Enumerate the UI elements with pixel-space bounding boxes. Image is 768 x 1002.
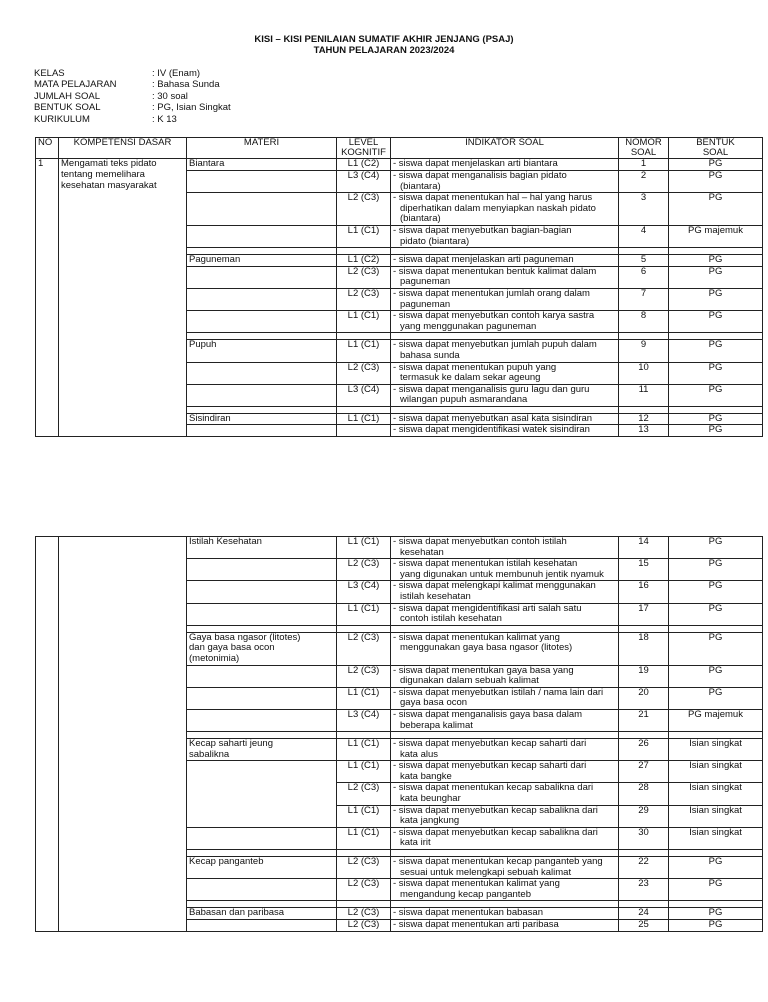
indikator-line: - siswa dapat menyebutkan istilah / nama lain dari [393,687,604,698]
cell-level: L1 (C1) [337,761,391,783]
cell-level: L2 (C3) [337,783,391,805]
cell-materi: Paguneman [187,255,337,267]
indikator-line: contoh istilah kesehatan [400,613,502,625]
indikator-line: - siswa dapat menyebutkan kecap saharti dari [393,760,587,772]
meta-value: : 30 soal [152,90,188,102]
meta-value: : IV (Enam) [152,68,201,79]
cell-bentuk: PG [669,581,763,603]
cell-level: L2 (C3) [337,908,391,920]
kisi-table-part-1 [35,137,763,437]
kd-line: kesehatan masyarakat [61,179,157,191]
indikator-line: - siswa dapat mengidentifikasi arti salah satu [393,603,582,614]
cell-materi [187,384,337,406]
cell-nomor: 19 [619,665,669,687]
cell-level [337,425,391,437]
cell-level: L2 (C3) [337,266,391,288]
cell-bentuk: PG [669,413,763,425]
indikator-line: - siswa dapat menyebutkan kecap sabalikna dari [393,805,598,816]
cell-level: L1 (C1) [337,311,391,333]
cell-indikator [391,311,619,333]
indikator-line: yang menggunakan paguneman [400,320,537,332]
meta-label: KELAS [34,68,65,79]
cell-indikator: - siswa dapat menentukan arti paribasa [391,920,619,932]
cell-bentuk: PG [669,384,763,406]
indikator-line: - siswa dapat menyebutkan jumlah pupuh dalam [393,339,597,351]
cell-level: L1 (C1) [337,413,391,425]
cell-nomor: 9 [619,340,669,362]
cell-level: L1 (C1) [337,537,391,559]
cell-nomor: 26 [619,739,669,761]
cell-bentuk: Isian singkat [669,739,763,761]
cell-bentuk: PG [669,687,763,709]
cell-bentuk: PG [669,159,763,171]
cell-bentuk: PG [669,908,763,920]
indikator-line: - siswa dapat menyebutkan contoh istilah [393,536,567,547]
cell-level: L1 (C1) [337,687,391,709]
cell-materi: Kecap panganteb [187,857,337,879]
cell-indikator [391,761,619,783]
meta-row [34,91,231,102]
cell-level: L2 (C3) [337,632,391,665]
cell-level: L2 (C3) [337,879,391,901]
cell-indikator: - siswa dapat menjelaskan arti biantara [391,159,619,171]
cell-nomor: 29 [619,805,669,827]
cell-level: L2 (C3) [337,362,391,384]
cell-kompetensi-dasar [59,537,187,932]
cell-nomor: 13 [619,425,669,437]
cell-materi [187,362,337,384]
col-header-bentuk-line: BENTUK [696,137,735,148]
meta-row [34,79,231,90]
indikator-line: - siswa dapat menyebutkan kecap sabalikna dari [393,827,598,838]
cell-level: L2 (C3) [337,193,391,226]
indikator-line: - siswa dapat menentukan kecap sabalikna dari [393,782,594,794]
cell-indikator [391,171,619,193]
cell-materi [187,193,337,226]
indikator-line: (biantara) [400,213,441,225]
cell-indikator [391,783,619,805]
cell-materi: Istilah Kesehatan [187,537,337,559]
cell-indikator [391,603,619,625]
cell-indikator [391,805,619,827]
cell-materi: Sisindiran [187,413,337,425]
cell-indikator: - siswa dapat menentukan babasan [391,908,619,920]
cell-bentuk: PG [669,537,763,559]
cell-materi [187,761,337,783]
col-header-level-line: KOGNITIF [341,147,386,159]
cell-bentuk: PG [669,311,763,333]
table-row [36,159,763,171]
cell-kompetensi-dasar [59,159,187,437]
cell-nomor: 23 [619,879,669,901]
meta-row [34,114,231,125]
cell-bentuk: PG [669,171,763,193]
col-header-bentuk [669,138,763,159]
cell-bentuk: PG [669,266,763,288]
cell-indikator: - siswa dapat menjelaskan arti paguneman [391,255,619,267]
cell-materi [187,879,337,901]
cell-bentuk: PG majemuk [669,225,763,247]
indikator-line: pidato (biantara) [400,235,470,247]
cell-indikator [391,362,619,384]
cell-materi [187,827,337,849]
cell-level: L3 (C4) [337,581,391,603]
indikator-line: paguneman [400,276,451,288]
indikator-line: - siswa dapat menyebutkan kecap saharti dari [393,738,587,750]
cell-no [36,537,59,932]
indikator-line: kata bangke [400,770,452,782]
cell-bentuk: PG [669,857,763,879]
cell-level: L1 (C1) [337,225,391,247]
cell-nomor: 3 [619,193,669,226]
cell-nomor: 11 [619,384,669,406]
indikator-line: - siswa dapat menentukan gaya basa yang [393,665,574,676]
indikator-line: digunakan dalam sebuah kalimat [400,675,539,687]
meta-label: JUMLAH SOAL [34,90,100,102]
kd-line: tentang memelihara [61,169,145,180]
cell-indikator [391,193,619,226]
cell-materi [187,171,337,193]
cell-level: L3 (C4) [337,384,391,406]
cell-level: L3 (C4) [337,709,391,731]
cell-nomor: 5 [619,255,669,267]
indikator-line: - siswa dapat menyebutkan contoh karya sastra [393,310,595,322]
cell-level: L1 (C1) [337,827,391,849]
col-header-indikator: INDIKATOR SOAL [391,138,619,159]
cell-bentuk: Isian singkat [669,827,763,849]
cell-bentuk: PG majemuk [669,709,763,731]
cell-materi [187,739,337,761]
indikator-line: - siswa dapat menentukan hal – hal yang harus [393,192,593,204]
col-header-level-line: LEVEL [348,137,379,148]
materi-line: dan gaya basa ocon [189,642,275,654]
cell-level: L2 (C3) [337,288,391,310]
cell-indikator [391,288,619,310]
indikator-line: - siswa dapat menganalisis bagian pidato [393,170,567,181]
cell-materi [187,709,337,731]
cell-indikator [391,879,619,901]
indikator-line: wilangan pupuh asmarandana [400,394,528,406]
cell-materi [187,266,337,288]
cell-indikator [391,384,619,406]
indikator-line: diperhatikan dalam menyiapkan naskah pidato [400,202,596,214]
cell-bentuk: PG [669,255,763,267]
cell-materi: Pupuh [187,340,337,362]
cell-nomor: 8 [619,311,669,333]
cell-level: L2 (C3) [337,665,391,687]
cell-materi [187,603,337,625]
meta-value: : K 13 [152,113,177,125]
col-header-level [337,138,391,159]
cell-level: L1 (C1) [337,805,391,827]
cell-nomor: 10 [619,362,669,384]
cell-nomor: 7 [619,288,669,310]
indikator-line: - siswa dapat menentukan kalimat yang [393,878,560,890]
indikator-line: - siswa dapat menentukan kalimat yang [393,632,560,643]
document-meta [34,68,231,125]
cell-nomor: 21 [619,709,669,731]
cell-nomor: 30 [619,827,669,849]
cell-indikator [391,581,619,603]
cell-level: L2 (C3) [337,857,391,879]
cell-indikator [391,266,619,288]
cell-bentuk: PG [669,193,763,226]
indikator-line: gaya basa ocon [400,697,468,709]
cell-materi: Babasan dan paribasa [187,908,337,920]
meta-value: : PG, Isian Singkat [152,102,231,114]
cell-nomor: 24 [619,908,669,920]
cell-nomor: 22 [619,857,669,879]
cell-nomor: 4 [619,225,669,247]
indikator-line: - siswa dapat menentukan kecap panganteb yang [393,856,603,868]
indikator-line: paguneman [400,298,451,310]
cell-indikator [391,537,619,559]
cell-bentuk: PG [669,879,763,901]
col-header-materi: MATERI [187,138,337,159]
col-header-nomor-line: SOAL [630,147,657,159]
cell-bentuk: Isian singkat [669,805,763,827]
indikator-line: - siswa dapat menganalisis gaya basa dalam [393,709,583,720]
cell-bentuk: PG [669,288,763,310]
cell-materi [187,805,337,827]
col-header-nomor-line: NOMOR [625,137,662,148]
cell-level: L1 (C1) [337,603,391,625]
cell-materi [187,425,337,437]
indikator-line: bahasa sunda [400,349,460,361]
cell-materi [187,665,337,687]
cell-indikator [391,340,619,362]
indikator-line: beberapa kalimat [400,719,473,731]
meta-label: MATA PELAJARAN [34,79,117,91]
cell-level: L2 (C3) [337,920,391,932]
cell-bentuk: PG [669,920,763,932]
cell-bentuk: Isian singkat [669,783,763,805]
indikator-line: (biantara) [400,180,441,192]
cell-indikator [391,857,619,879]
cell-materi [187,225,337,247]
cell-materi [187,559,337,581]
cell-indikator [391,665,619,687]
cell-materi [187,920,337,932]
materi-line: Kecap saharti jeung [189,738,273,750]
cell-nomor: 6 [619,266,669,288]
cell-level: L1 (C1) [337,340,391,362]
cell-nomor: 1 [619,159,669,171]
cell-indikator [391,225,619,247]
cell-materi [187,581,337,603]
cell-nomor: 15 [619,559,669,581]
indikator-line: termasuk ke dalam sekar ageung [400,372,541,384]
cell-indikator [391,687,619,709]
cell-level: L1 (C2) [337,255,391,267]
cell-nomor: 14 [619,537,669,559]
document-title: KISI – KISI PENILAIAN SUMATIF AKHIR JENJANG (PSAJ) [254,34,514,45]
cell-indikator [391,827,619,849]
cell-indikator: - siswa dapat mengidentifikasi watek sisindiran [391,425,619,437]
table-header-row [36,138,763,159]
cell-nomor: 28 [619,783,669,805]
kisi-table-part-2 [35,536,763,932]
indikator-line: - siswa dapat melengkapi kalimat menggunakan [393,580,596,592]
cell-materi [187,687,337,709]
cell-indikator [391,739,619,761]
cell-level: L2 (C3) [337,559,391,581]
meta-label: KURIKULUM [34,113,90,125]
cell-nomor: 27 [619,761,669,783]
cell-indikator [391,559,619,581]
meta-label: BENTUK SOAL [34,102,101,114]
materi-line: (metonimia) [189,652,240,664]
cell-bentuk: PG [669,340,763,362]
cell-indikator: - siswa dapat menyebutkan asal kata sisindiran [391,413,619,425]
cell-materi [187,288,337,310]
meta-row [34,102,231,113]
cell-bentuk: PG [669,632,763,665]
cell-materi [187,632,337,665]
indikator-line: kesehatan [400,546,444,558]
cell-level: L3 (C4) [337,171,391,193]
indikator-line: - siswa dapat menentukan jumlah orang dalam [393,288,590,299]
col-header-bentuk-line: SOAL [702,147,729,159]
col-header-no: NO [36,138,59,159]
meta-value: : Bahasa Sunda [152,79,220,91]
cell-materi [187,783,337,805]
cell-bentuk: PG [669,425,763,437]
cell-nomor: 20 [619,687,669,709]
cell-level: L1 (C2) [337,159,391,171]
indikator-line: kata jangkung [400,815,460,827]
cell-materi [187,311,337,333]
indikator-line: mengandung kecap panganteb [400,888,532,900]
indikator-line: yang digunakan untuk membunuh jentik nyamuk [400,568,604,580]
indikator-line: kata beunghar [400,793,461,805]
cell-indikator [391,632,619,665]
kd-line: Mengamati teks pidato [61,158,157,170]
indikator-line: istilah kesehatan [400,590,471,602]
document-subtitle: TAHUN PELAJARAN 2023/2024 [313,45,455,56]
indikator-line: sesuai untuk melengkapi sebuah kalimat [400,866,572,878]
table-row [36,537,763,559]
materi-line: Gaya basa ngasor (litotes) [189,632,301,643]
cell-level: L1 (C1) [337,739,391,761]
cell-bentuk: Isian singkat [669,761,763,783]
cell-bentuk: PG [669,665,763,687]
cell-indikator [391,709,619,731]
cell-nomor: 18 [619,632,669,665]
cell-nomor: 25 [619,920,669,932]
col-header-kd: KOMPETENSI DASAR [59,138,187,159]
cell-bentuk: PG [669,362,763,384]
cell-nomor: 2 [619,171,669,193]
cell-nomor: 16 [619,581,669,603]
materi-line: sabalikna [189,748,230,760]
indikator-line: kata alus [400,748,439,760]
cell-nomor: 12 [619,413,669,425]
cell-bentuk: PG [669,559,763,581]
cell-materi: Biantara [187,159,337,171]
cell-bentuk: PG [669,603,763,625]
cell-nomor: 17 [619,603,669,625]
meta-row [34,68,231,79]
col-header-nomor [619,138,669,159]
indikator-line: - siswa dapat menentukan istilah kesehatan [393,558,578,570]
indikator-line: - siswa dapat menentukan bentuk kalimat dalam [393,266,597,277]
indikator-line: - siswa dapat menganalisis guru lagu dan guru [393,384,590,395]
indikator-line: - siswa dapat menentukan pupuh yang [393,362,557,373]
indikator-line: menggunakan gaya basa ngasor (litotes) [400,642,573,654]
cell-no: 1 [36,159,59,437]
indikator-line: - siswa dapat menyebutkan bagian-bagian [393,225,572,236]
indikator-line: kata irit [400,837,431,849]
